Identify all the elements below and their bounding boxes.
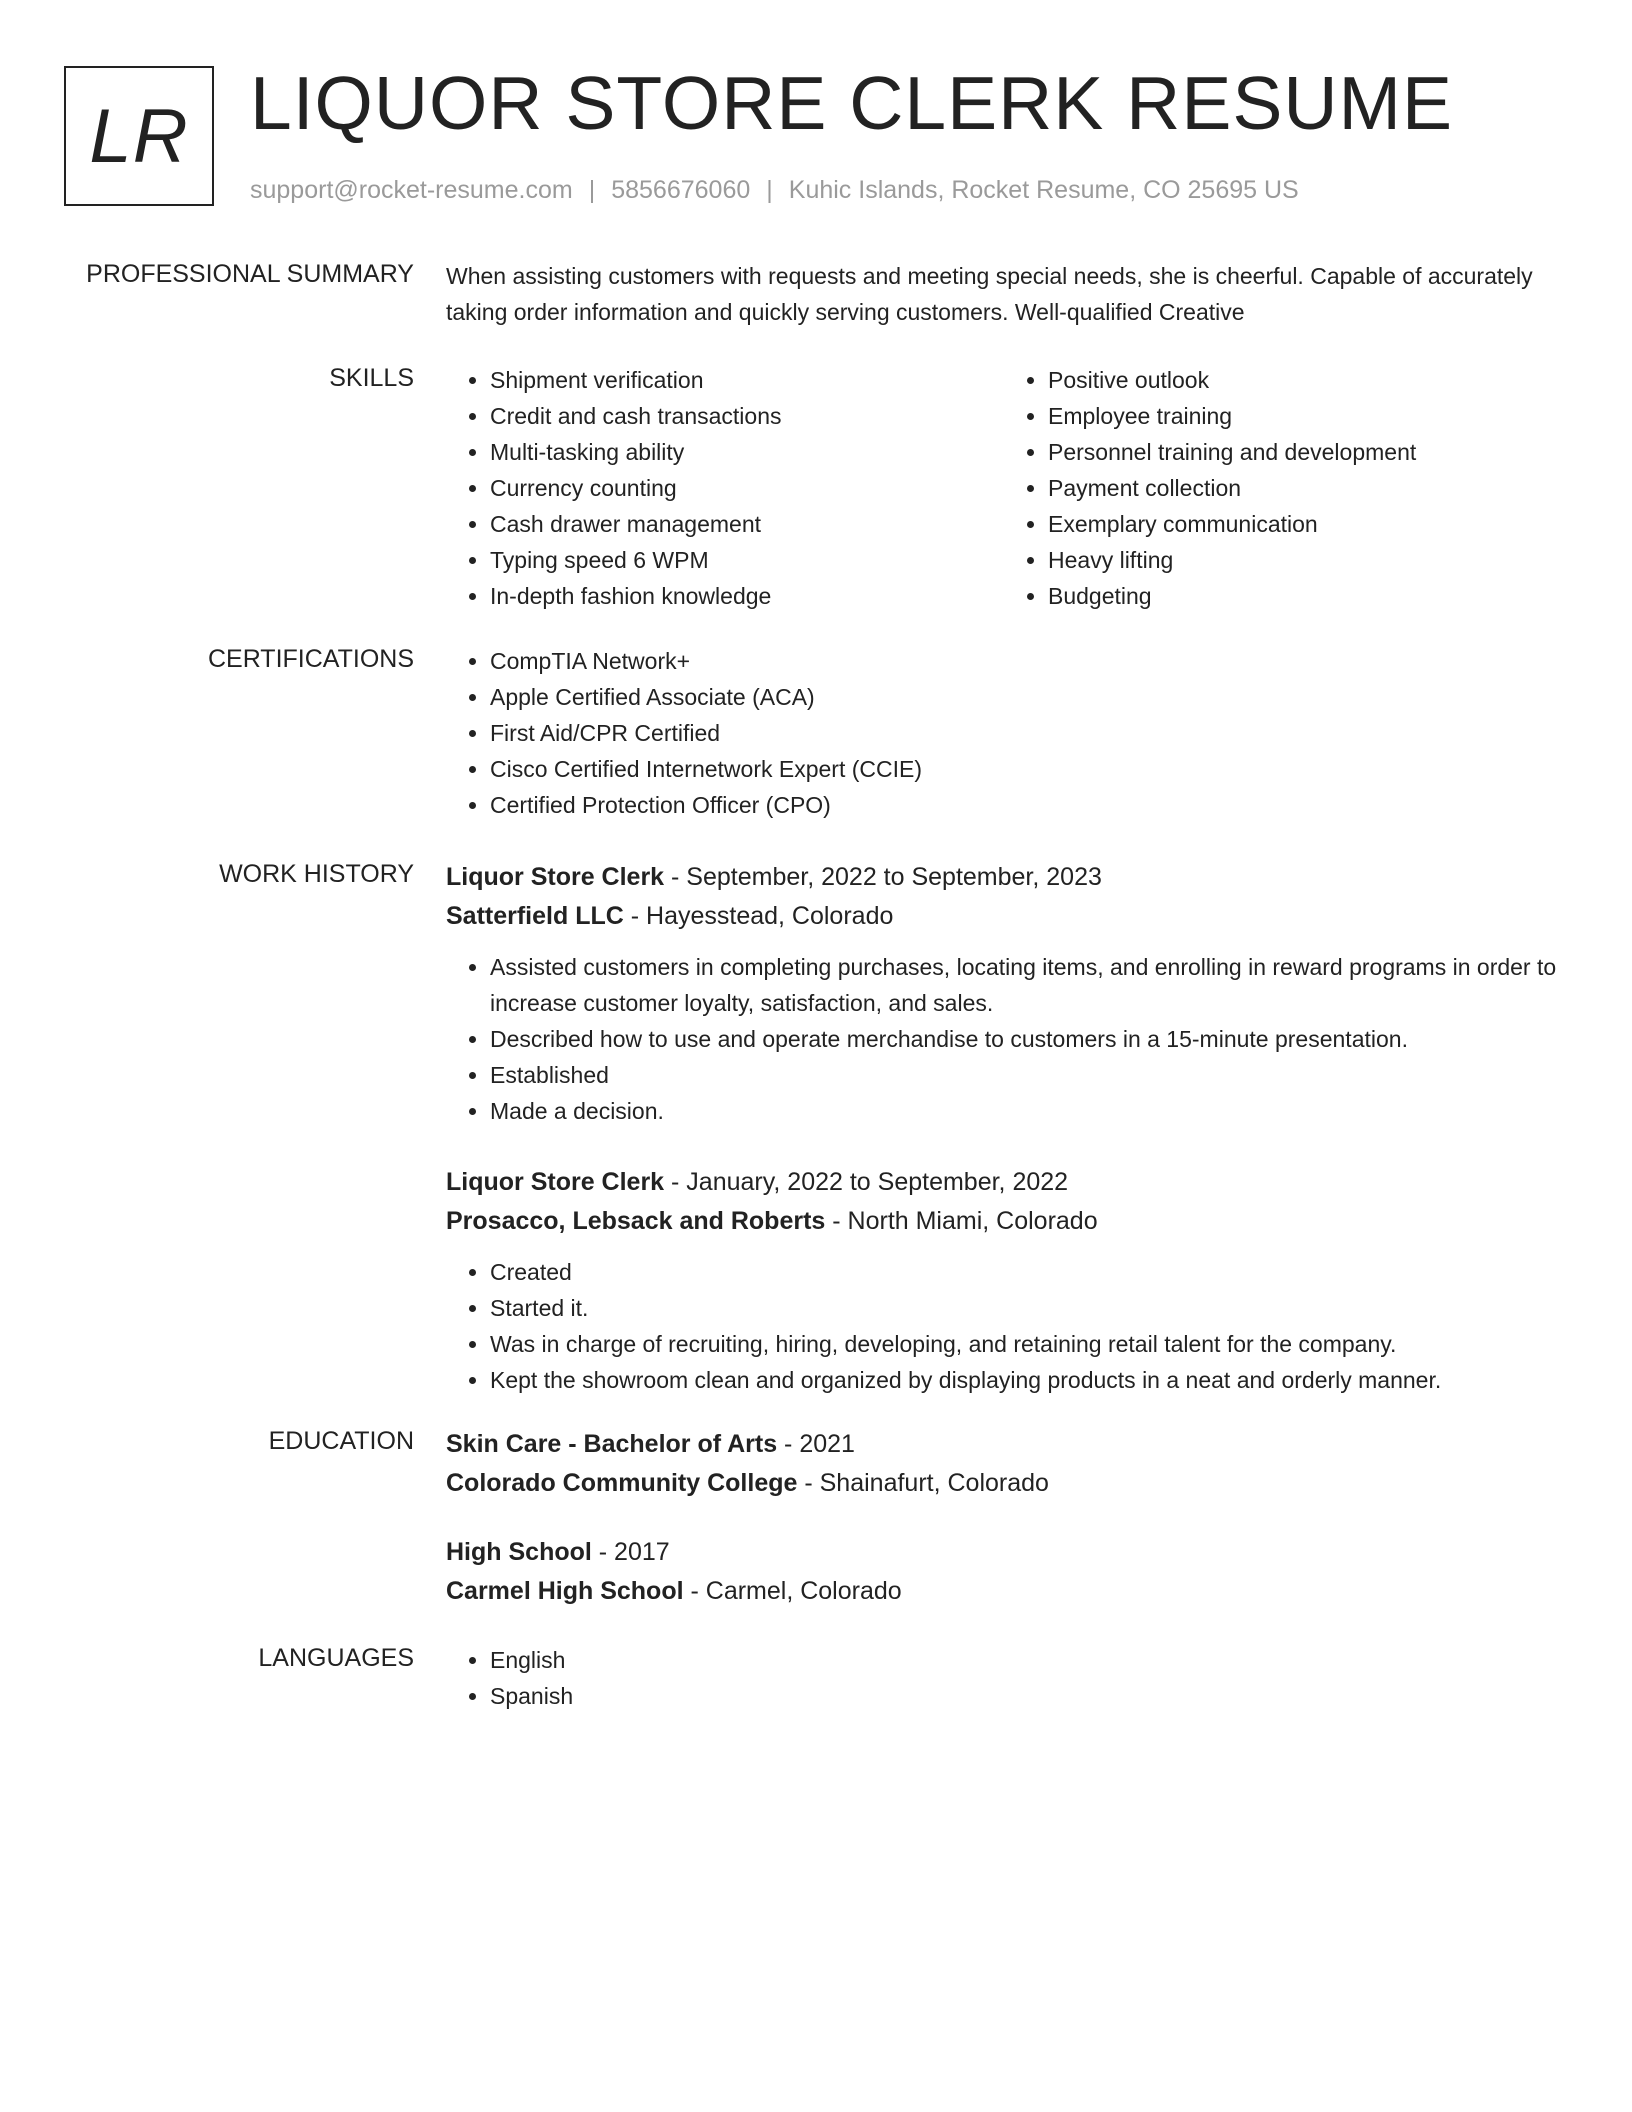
certification-item: • First Aid/CPR Certified bbox=[490, 715, 1562, 751]
job-bullet: • Created bbox=[490, 1254, 1562, 1290]
education-location: - Shainafurt, Colorado bbox=[797, 1469, 1049, 1497]
skill-item: • Typing speed 6 WPM bbox=[490, 542, 1004, 578]
certifications-label: CERTIFICATIONS bbox=[207, 645, 414, 673]
education-degree-line bbox=[446, 1425, 1562, 1464]
skill-item: • Currency counting bbox=[490, 470, 1004, 506]
contact-line bbox=[250, 174, 1299, 206]
work-history-label: WORK HISTORY bbox=[219, 860, 414, 888]
skill-item: • Heavy lifting bbox=[1048, 542, 1562, 578]
skill-item: • Credit and cash transactions bbox=[490, 398, 1004, 434]
languages-list bbox=[446, 1642, 1562, 1714]
language-item: • English bbox=[490, 1642, 1562, 1678]
resume-title: LIQUOR STORE CLERK RESUME bbox=[250, 61, 1454, 145]
contact-separator: | bbox=[588, 176, 596, 204]
contact-separator: | bbox=[766, 176, 773, 204]
certification-item: • CompTIA Network+ bbox=[490, 643, 1562, 679]
certification-item: • Apple Certified Associate (ACA) bbox=[490, 679, 1562, 715]
job-bullet: • Established bbox=[490, 1057, 1562, 1093]
education-degree-line bbox=[446, 1533, 1562, 1572]
job-entry bbox=[446, 858, 1562, 1129]
education-year: - 2021 bbox=[777, 1430, 855, 1458]
job-company-line bbox=[446, 897, 1562, 936]
education-school: Colorado Community College bbox=[446, 1469, 798, 1497]
skills-label: SKILLS bbox=[329, 364, 414, 392]
monogram-initials: LR bbox=[89, 93, 189, 179]
skill-item: • Personnel training and development bbox=[1048, 434, 1562, 470]
skills-list-left bbox=[446, 362, 1004, 614]
education-year: - 2017 bbox=[591, 1538, 670, 1566]
education-entry bbox=[446, 1425, 1562, 1503]
education-school-line bbox=[446, 1572, 1562, 1611]
contact-email: support@rocket-resume.com bbox=[250, 176, 573, 204]
work-history-body bbox=[446, 858, 1562, 1398]
job-company-line bbox=[446, 1202, 1562, 1241]
education-school-line bbox=[446, 1464, 1562, 1503]
summary-text: When assisting customers with requests and meeting special needs, she is cheerful. Capable of accurately taking order information and quickly serving customers. Well-qualified Creative bbox=[446, 263, 1533, 325]
skill-item: • Payment collection bbox=[1048, 470, 1562, 506]
job-dates: - January, 2022 to September, 2022 bbox=[664, 1168, 1069, 1196]
job-bullets bbox=[446, 1254, 1562, 1398]
education-entry bbox=[446, 1533, 1562, 1611]
job-bullet: • Kept the showroom clean and organized by displaying products in a neat and orderly manner. bbox=[490, 1362, 1562, 1398]
job-company: Satterfield LLC bbox=[446, 902, 624, 930]
job-bullet: • Was in charge of recruiting, hiring, developing, and retaining retail talent for the company. bbox=[490, 1326, 1562, 1362]
job-bullets bbox=[446, 949, 1562, 1129]
education-degree: Skin Care - Bachelor of Arts bbox=[446, 1430, 778, 1458]
skill-item: • Employee training bbox=[1048, 398, 1562, 434]
job-location: - North Miami, Colorado bbox=[825, 1207, 1098, 1235]
education-degree: High School bbox=[446, 1538, 592, 1566]
skill-item: • Multi-tasking ability bbox=[490, 434, 1004, 470]
skills-list-right bbox=[1004, 362, 1562, 614]
skills-columns bbox=[446, 362, 1562, 614]
job-title-line bbox=[446, 858, 1562, 897]
education-location: - Carmel, Colorado bbox=[683, 1577, 902, 1605]
education-label: EDUCATION bbox=[268, 1427, 414, 1455]
job-bullet: • Started it. bbox=[490, 1290, 1562, 1326]
job-title: Liquor Store Clerk bbox=[446, 1168, 665, 1196]
job-bullet: • Made a decision. bbox=[490, 1093, 1562, 1129]
monogram-box bbox=[64, 66, 214, 206]
job-title: Liquor Store Clerk bbox=[446, 863, 665, 891]
skill-item: • Exemplary communication bbox=[1048, 506, 1562, 542]
job-location: - Hayesstead, Colorado bbox=[623, 902, 894, 930]
skill-item: • Positive outlook bbox=[1048, 362, 1562, 398]
job-entry bbox=[446, 1163, 1562, 1398]
certification-item: • Cisco Certified Internetwork Expert (CCIE) bbox=[490, 751, 1562, 787]
language-item: • Spanish bbox=[490, 1678, 1562, 1714]
certification-item: • Certified Protection Officer (CPO) bbox=[490, 787, 1562, 823]
skill-item: • Budgeting bbox=[1048, 578, 1562, 614]
contact-phone: 5856676060 bbox=[611, 176, 751, 204]
education-school: Carmel High School bbox=[446, 1577, 684, 1605]
languages-label: LANGUAGES bbox=[258, 1644, 414, 1672]
job-title-line bbox=[446, 1163, 1562, 1202]
contact-address: Kuhic Islands, Rocket Resume, CO 25695 US bbox=[788, 176, 1299, 204]
certifications-body bbox=[446, 643, 1562, 823]
job-dates: - September, 2022 to September, 2023 bbox=[664, 863, 1102, 891]
summary-label: PROFESSIONAL SUMMARY bbox=[86, 260, 414, 288]
education-body bbox=[446, 1425, 1562, 1611]
job-bullet: • Described how to use and operate merchandise to customers in a 15-minute presentation. bbox=[490, 1021, 1562, 1057]
languages-body bbox=[446, 1642, 1562, 1714]
job-bullet: • Assisted customers in completing purchases, locating items, and enrolling in reward programs in order to increase customer loyalty, satisfaction, and sales. bbox=[490, 949, 1562, 1021]
job-company: Prosacco, Lebsack and Roberts bbox=[446, 1207, 826, 1235]
skill-item: • In-depth fashion knowledge bbox=[490, 578, 1004, 614]
skill-item: • Cash drawer management bbox=[490, 506, 1004, 542]
certifications-list bbox=[446, 643, 1562, 823]
skill-item: • Shipment verification bbox=[490, 362, 1004, 398]
